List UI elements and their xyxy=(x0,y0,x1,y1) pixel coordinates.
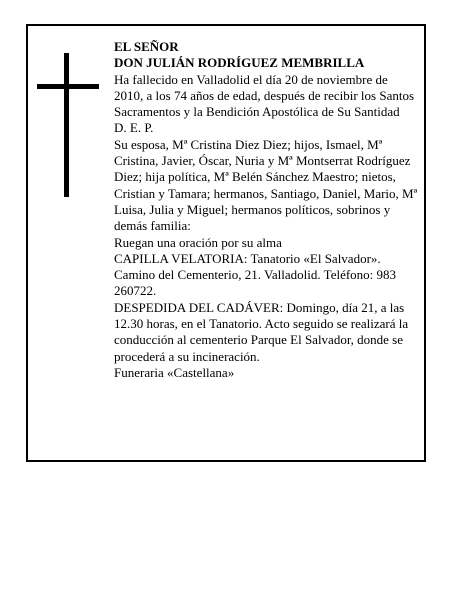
prayer-request: Ruegan una oración por su alma xyxy=(114,234,282,250)
deceased-name: DON JULIÁN RODRÍGUEZ MEMBRILLA xyxy=(114,55,365,71)
family-list: Su esposa, Mª Cristina Diez Diez; hijos, Ismael, Mª Cristina, Javier, Óscar, Nuria y Mª Montserrat Rodríguez Diez; hija política, Mª Belén Sánchez Maestro; nietos, Cristian y Tamara; hermanos, Santiago, Daniel, Mario, Mª Luisa, Julia y Miguel; hermanos políticos, sobrinos y demás familia: xyxy=(114,136,418,234)
rest-in-peace-line: D. E. P. xyxy=(114,120,154,136)
cross-vertical-bar xyxy=(64,53,69,197)
cross-horizontal-bar xyxy=(37,84,99,89)
funeral-home: Funeraria «Castellana» xyxy=(114,364,235,380)
latin-cross-icon xyxy=(37,53,99,197)
obituary-text xyxy=(114,39,420,381)
death-announcement: Ha fallecido en Valladolid el día 20 de noviembre de 2010, a los 74 años de edad, después de recibir los Santos Sacramentos y la Bendición Apostólica de Su Santidad xyxy=(114,71,415,120)
deceased-title: EL SEÑOR xyxy=(114,39,179,54)
farewell-details: DESPEDIDA DEL CADÁVER: Domingo, día 21, a las 12.30 horas, en el Tanatorio. Acto seguido se realizará la conducción al cementerio Parque El Salvador, donde se procederá a su incineración. xyxy=(114,299,409,364)
wake-details: CAPILLA VELATORIA: Tanatorio «El Salvador». Camino del Cementerio, 21. Valladolid. Teléfono: 983 260722. xyxy=(114,250,397,299)
